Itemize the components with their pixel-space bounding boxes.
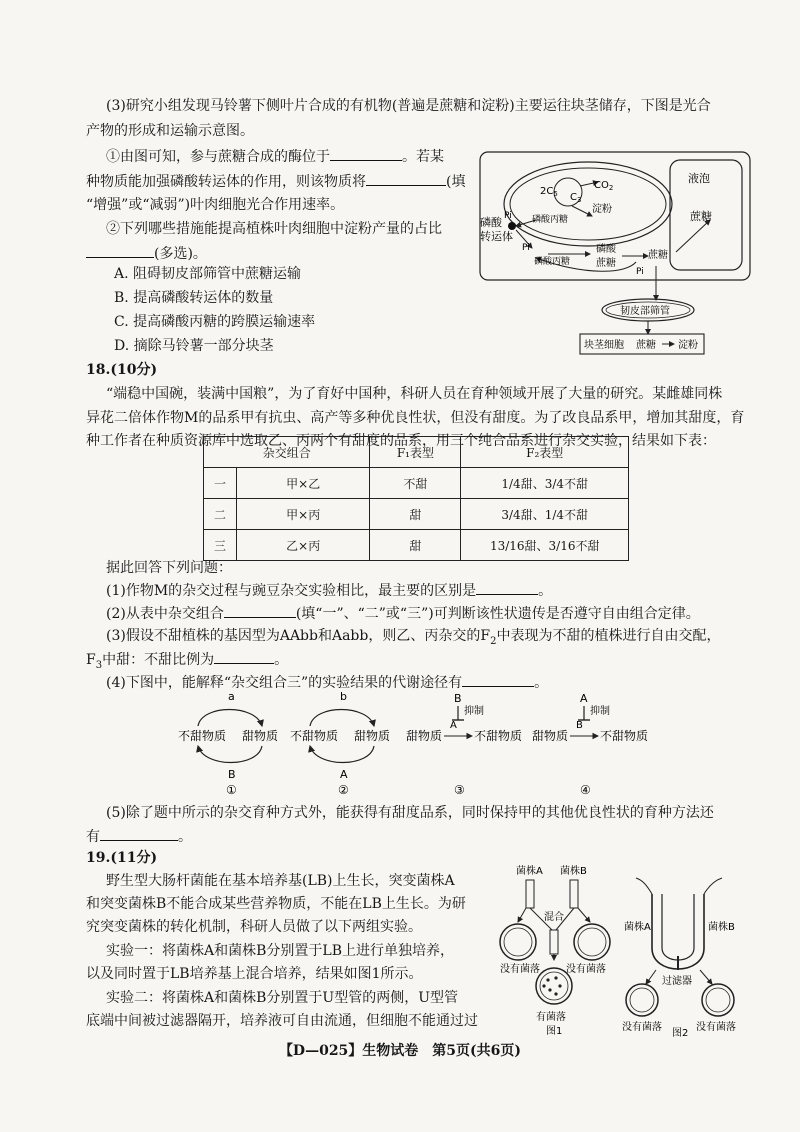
fig1-plate-a xyxy=(500,924,536,960)
row-number: 一 xyxy=(204,468,237,499)
bacteria-experiment-figures xyxy=(496,860,758,1038)
q18-sub3-text-a: (3)假设不甜植株的基因型为AAbb和Aabb，则乙、丙杂交的F xyxy=(106,628,491,644)
label-co2: $CO_2$ xyxy=(594,180,614,192)
q18-sub1-end: 。 xyxy=(538,583,553,599)
label-triose-phosphate-inner: 磷酸丙糖 xyxy=(532,215,569,225)
option-a: A. 阻碍韧皮部筛管中蔗糖运输 xyxy=(114,266,302,282)
q19-para-line7: 底端中间被过滤器隔开，培养液可自由流通，但细胞不能通过过 xyxy=(86,1013,478,1029)
label-sucrose: 蔗糖 xyxy=(648,250,668,261)
pathway-4-inhibit-label: 抑制 xyxy=(590,706,610,717)
q18-header: 18.(10分) xyxy=(86,362,158,378)
pathway-2 xyxy=(290,690,390,797)
q19-para-line4: 实验一：将菌株A和菌株B分别置于LB上进行单独培养， xyxy=(106,943,454,959)
q18-sub4-end: 。 xyxy=(534,675,549,691)
pathway-3-left: 甜物质 xyxy=(406,729,443,743)
table-header-row xyxy=(204,437,629,468)
row-cross: 乙×丙 xyxy=(237,530,370,561)
q18-sub3-subscript: 2 xyxy=(490,635,497,647)
q17-part1-line1 xyxy=(106,146,444,167)
row-number: 二 xyxy=(204,499,237,530)
pathway-4-number: ④ xyxy=(580,783,591,797)
pathway-1-right: 甜物质 xyxy=(242,729,279,743)
label-c3: $C_3$ xyxy=(570,192,582,204)
answer-blank-enzyme-location[interactable] xyxy=(330,146,402,161)
fig1-strain-b: 菌株B xyxy=(560,866,587,877)
pathway-3-inhibitor: B xyxy=(454,692,462,705)
q18-sub2-text-b: (填“一”、“二”或“三”)可判断该性状遗传是否遵守自由组合定律。 xyxy=(295,606,700,622)
q18-sub3-f-subscript: 3 xyxy=(95,659,103,671)
pathway-3-enzyme: A xyxy=(450,720,457,731)
q18-sub5-line1: (5)除了题中所示的杂交育种方式外，能获得有甜度品系，同时保持甲的其他优良性状的育种方法还 xyxy=(106,805,714,821)
table-row xyxy=(204,530,629,561)
metabolic-pathways-figure xyxy=(168,690,648,798)
pathway-2-bottom-enzyme: A xyxy=(340,768,348,781)
pathway-1 xyxy=(178,690,278,797)
q17-intro-line2: 产物的形成和运输示意图。 xyxy=(86,123,254,139)
q18-sub5-end: 。 xyxy=(178,829,192,845)
pathway-4-right: 不甜物质 xyxy=(600,729,648,743)
q19-para-line3: 究突变菌株的转化机制，科研人员做了以下两组实验。 xyxy=(86,919,422,935)
q17-part1-line2 xyxy=(86,171,465,192)
q18-para-line2: 异花二倍体作物M的品系甲有抗虫、高产等多种优良性状，但没有甜度。为了改良品系甲，增加其甜度，育 xyxy=(86,410,745,426)
q18-sub4-text: (4)下图中，能解释“杂交组合三”的实验结果的代谢途径有 xyxy=(106,675,463,691)
answer-blank-pathways[interactable] xyxy=(462,672,534,687)
q18-para-line1: “端稳中国碗，装满中国粮”，为了育好中国种，科研人员在育种领域开展了大量的研究。某雌雄同株 xyxy=(106,386,723,402)
answer-blank-breeding-method[interactable] xyxy=(100,826,178,841)
answer-blank-ratio[interactable] xyxy=(214,649,274,664)
label-tuber-starch: 淀粉 xyxy=(678,340,698,351)
fig2-plate-b xyxy=(702,984,734,1016)
fig1-strain-a: 菌株A xyxy=(516,866,543,877)
q18-sub3-end: 。 xyxy=(274,652,289,668)
q18-sub2-text-a: (2)从表中杂交组合 xyxy=(106,606,224,622)
chloroplast-inner xyxy=(510,168,666,240)
answer-blank-cross-group[interactable] xyxy=(224,603,296,618)
pathway-3-inhibit-label: 抑制 xyxy=(464,706,484,717)
fig1-tube-b xyxy=(570,880,578,908)
figure-2 xyxy=(622,878,736,1038)
pathway-4 xyxy=(532,692,648,797)
row-cross: 甲×乙 xyxy=(237,468,370,499)
pathway-3-number: ③ xyxy=(454,783,465,797)
pathway-3-right: 不甜物质 xyxy=(474,729,523,743)
q18-sub3-text-b: 中表现为不甜的植株进行自由交配， xyxy=(496,628,721,644)
pathway-2-right: 甜物质 xyxy=(354,729,391,743)
fig1-plate-mixed xyxy=(536,968,572,1004)
pathway-3 xyxy=(406,692,522,797)
row-cross: 甲×丙 xyxy=(237,499,370,530)
row-f2: 3/4甜、1/4不甜 xyxy=(461,499,629,530)
q17-part2-text-b: (多选)。 xyxy=(154,246,207,262)
q17-part2-line1: ②下列哪些措施能提高植株叶肉细胞中淀粉产量的占比 xyxy=(106,221,442,237)
q17-part1-text-a: ①由图可知，参与蔗糖合成的酶位于 xyxy=(106,149,330,165)
row-f1: 不甜 xyxy=(370,468,461,499)
label-pi-2: Pi xyxy=(522,243,530,253)
label-tuber-sucrose: 蔗糖 xyxy=(636,340,656,351)
q17-intro-line1: (3)研究小组发现马铃薯下侧叶片合成的有机物(普遍是蔗糖和淀粉)主要运往块茎储存，下图是光合 xyxy=(106,98,711,114)
label-tuber-cell: 块茎细胞 xyxy=(584,340,624,351)
option-b: B. 提高磷酸转运体的数量 xyxy=(114,290,274,306)
fig2-filter-label: 过滤器 xyxy=(662,976,692,987)
fig2-no-colony-a: 没有菌落 xyxy=(622,1022,662,1033)
fig1-has-colony: 有菌落 xyxy=(536,1012,566,1023)
pathway-1-number: ① xyxy=(226,783,237,797)
answer-blank-photosynthesis-rate[interactable] xyxy=(366,171,446,186)
pathway-2-top-enzyme: b xyxy=(340,690,347,703)
row-f1: 甜 xyxy=(370,499,461,530)
pathway-4-enzyme: B xyxy=(576,720,583,731)
page-footer: 【D—025】生物试卷 第5页(共6页) xyxy=(278,1043,522,1059)
fig1-plate-b xyxy=(574,924,610,960)
row-f2: 13/16甜、3/16不甜 xyxy=(461,530,629,561)
header-f1: F₁表型 xyxy=(370,437,461,468)
option-c: C. 提高磷酸丙糖的跨膜运输速率 xyxy=(114,314,316,330)
q18-sub3-line1 xyxy=(106,626,720,652)
pathway-2-number: ② xyxy=(338,783,349,797)
q19-para-line1: 野生型大肠杆菌能在基本培养基(LB)上生长，突变菌株A xyxy=(106,873,455,889)
label-transporter-1: 磷酸 xyxy=(480,216,502,229)
label-vacuole-sucrose: 蔗糖 xyxy=(690,210,712,223)
pathway-2-left: 不甜物质 xyxy=(290,729,339,743)
label-triose-phosphate-outer: 磷酸丙糖 xyxy=(534,257,571,267)
fig1-caption: 图1 xyxy=(546,1026,563,1037)
q19-para-line6: 实验二：将菌株A和菌株B分别置于U型管的两侧，U型管 xyxy=(106,990,458,1006)
q18-sub5-text-b: 有 xyxy=(86,829,100,845)
answer-blank-multiple-choice[interactable] xyxy=(86,243,154,258)
header-cross: 杂交组合 xyxy=(204,437,370,468)
q18-sub3-text-d: 中甜：不甜比例为 xyxy=(102,652,215,668)
fig2-no-colony-b: 没有菌落 xyxy=(696,1022,736,1033)
row-f2: 1/4甜、3/4不甜 xyxy=(461,468,629,499)
label-sucrose-phosphate-2: 蔗糖 xyxy=(596,258,616,269)
q17-part2-line2 xyxy=(86,243,207,264)
q18-sub3-f: F xyxy=(86,652,96,668)
q18-sub2 xyxy=(106,603,700,624)
transporter-dot xyxy=(508,222,516,230)
label-sucrose-phosphate-1: 磷酸 xyxy=(596,244,616,255)
q19-para-line2: 和突变菌株B不能合成某些营养物质，不能在LB上生长。为研 xyxy=(86,896,466,912)
table-row xyxy=(204,468,629,499)
label-pi-3: Pi xyxy=(636,267,644,277)
q18-sub1 xyxy=(106,580,552,601)
fig1-no-colony-b: 没有菌落 xyxy=(566,964,606,975)
label-c5: $2C_5$ xyxy=(540,186,558,198)
pathway-1-left: 不甜物质 xyxy=(178,729,227,743)
q17-part1-text-b: 。若某 xyxy=(402,149,444,165)
label-vacuole: 液泡 xyxy=(688,172,710,185)
fig2-strain-a: 菌株A xyxy=(624,922,651,933)
cross-results-table xyxy=(203,436,629,561)
answer-blank-main-difference[interactable] xyxy=(476,580,538,595)
chloroplast-outer xyxy=(504,162,672,246)
q17-part1-text-c: 种物质能加强磷酸转运体的作用，则该物质将 xyxy=(86,174,366,190)
fig1-tube-a xyxy=(526,880,534,908)
q19-header: 19.(11分) xyxy=(86,850,158,866)
label-phloem: 韧皮部筛管 xyxy=(620,306,670,317)
row-number: 三 xyxy=(204,530,237,561)
fig1-tube-mix xyxy=(550,930,558,954)
table-row xyxy=(204,499,629,530)
fig2-caption: 图2 xyxy=(672,1028,689,1038)
q19-para-line5: 以及同时置于LB培养基上混合培养，结果如图1所示。 xyxy=(86,966,423,982)
label-starch-chloroplast: 淀粉 xyxy=(592,204,612,215)
label-transporter-2: 转运体 xyxy=(480,230,513,243)
fig1-no-colony-a: 没有菌落 xyxy=(500,964,540,975)
header-f2: F₂表型 xyxy=(461,437,629,468)
photosynthesis-transport-figure xyxy=(476,148,760,362)
pathway-4-left: 甜物质 xyxy=(532,729,569,743)
pathway-1-bottom-enzyme: B xyxy=(228,768,236,781)
q17-part1-line3: “增强”或“减弱”)叶肉细胞光合作用速率。 xyxy=(86,197,345,213)
option-d: D. 摘除马铃薯一部分块茎 xyxy=(114,338,274,354)
row-f1: 甜 xyxy=(370,530,461,561)
q18-para-line3: 种工作者在种质资源库中选取乙、丙两个有甜度的品系，用三个纯合品系进行杂交实验，结果如下表： xyxy=(86,433,716,449)
label-pi-1: Pi xyxy=(504,211,512,221)
fig2-u-tube-inner xyxy=(662,894,694,960)
q18-lead: 据此回答下列问题： xyxy=(106,560,232,576)
q18-sub5-line2 xyxy=(86,826,192,847)
pathway-1-top-enzyme: a xyxy=(228,690,235,703)
pathway-4-inhibitor: A xyxy=(580,692,588,705)
fig1-mix-label: 混合 xyxy=(544,912,564,923)
figure-1 xyxy=(500,864,610,1037)
fig2-plate-a xyxy=(626,984,658,1016)
q18-sub1-text: (1)作物M的杂交过程与豌豆杂交实验相比，最主要的区别是 xyxy=(106,583,477,599)
fig2-strain-b: 菌株B xyxy=(708,922,735,933)
q17-part1-text-d: (填 xyxy=(446,174,466,190)
